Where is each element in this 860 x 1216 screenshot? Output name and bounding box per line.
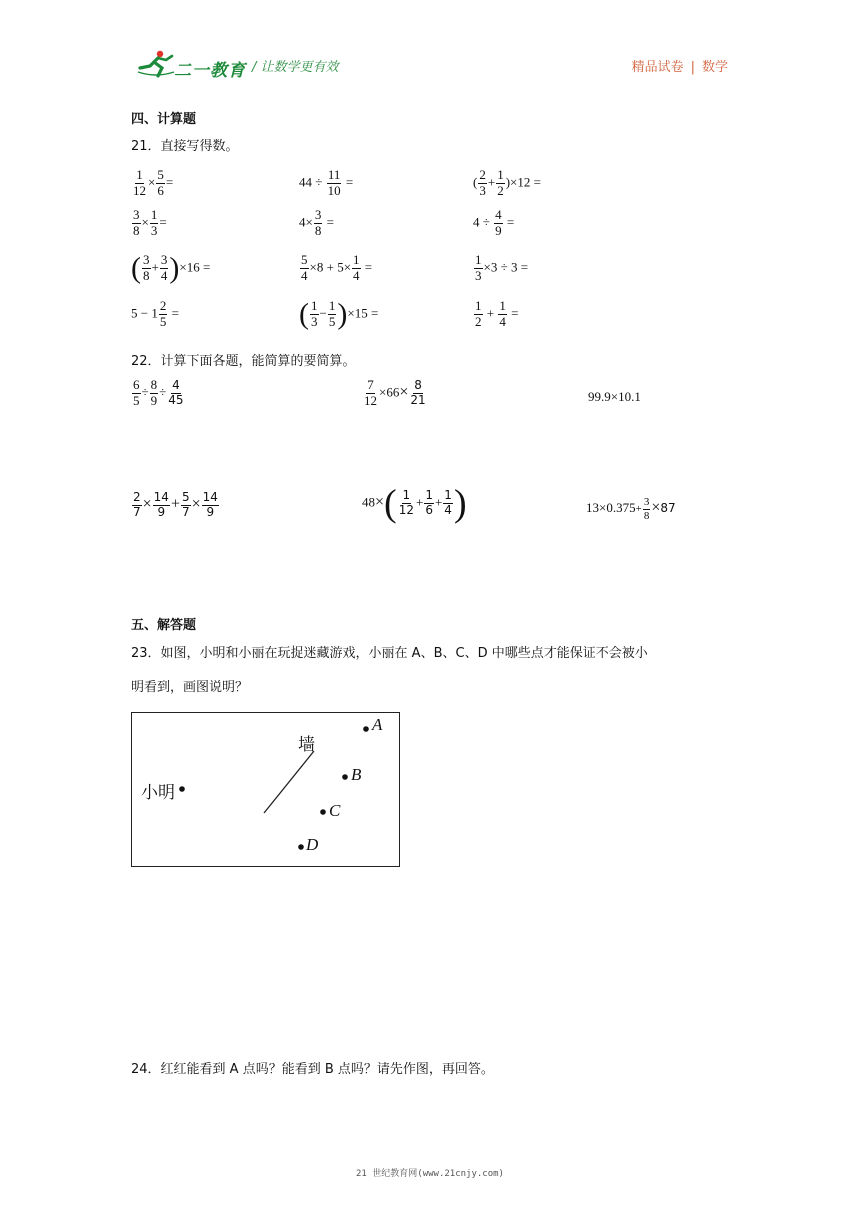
fraction: [132, 208, 141, 239]
number: 16: [186, 258, 200, 274]
number: 87: [660, 501, 676, 516]
numerator: 2: [133, 490, 141, 504]
point-c-label: C: [329, 801, 341, 820]
point-d-label: D: [306, 835, 319, 854]
numerator: 1: [328, 297, 336, 313]
number: 1: [151, 304, 158, 320]
denominator: 21: [410, 392, 426, 407]
op: ÷: [315, 173, 323, 189]
op: =: [165, 173, 174, 189]
wall-line: [264, 751, 314, 813]
section-title-calc: 四、计算题: [131, 112, 197, 127]
question-21-title: 21．直接写得数。: [131, 139, 239, 154]
denominator: 3: [475, 267, 482, 283]
runner-logo-icon: [136, 48, 176, 78]
brand-name: 二一教育: [174, 61, 246, 81]
xiaoming-dot: [179, 786, 185, 792]
numerator: 4: [495, 206, 502, 222]
question-23-line1: 23．如图，小明和小丽在玩捉迷藏游戏，小丽在 A、B、C、D 中哪些点才能保证不会被小: [131, 646, 648, 661]
op: ×: [379, 384, 387, 400]
op: =: [370, 304, 379, 320]
q21-item-10: [131, 299, 299, 330]
denominator: 3: [150, 222, 158, 238]
numerator: 1: [497, 166, 504, 182]
denominator: 9: [150, 392, 158, 408]
paren: (: [131, 251, 141, 284]
numerator: 14: [202, 490, 218, 504]
numerator: 3: [133, 206, 140, 222]
question-22-title: 22．计算下面各题，能简算的要简算。: [131, 354, 356, 369]
numerator: 5: [157, 166, 164, 182]
q21-item-8: [299, 253, 473, 284]
fraction: [352, 253, 361, 284]
hide-and-seek-figure: [131, 712, 400, 867]
op: =: [171, 304, 179, 320]
fraction: [327, 168, 342, 199]
denominator: 8: [143, 267, 150, 283]
op: =: [364, 258, 373, 274]
question-24-text: 24．红红能看到 A 点吗？能看到 B 点吗？请先作图，再回答。: [131, 1062, 494, 1077]
paren: ): [169, 251, 180, 284]
numerator: 2: [479, 166, 486, 182]
numerator: 3: [314, 206, 322, 222]
header-label-paper: 精品试卷: [631, 60, 684, 75]
number: 66: [386, 384, 400, 400]
fraction: [494, 208, 503, 239]
fraction: [167, 379, 184, 408]
page-footer: 21 世纪教育网(www.21cnjy.com): [356, 1169, 504, 1179]
denominator: 9: [157, 504, 166, 519]
q22-item-4: [131, 491, 220, 520]
numerator: 7: [367, 377, 374, 392]
denominator: 12: [364, 392, 377, 408]
header-label-subject: 数学: [701, 60, 728, 75]
paren: ): [337, 297, 348, 330]
op: =: [511, 304, 519, 320]
op: ×: [375, 493, 385, 511]
q21-row: [131, 201, 691, 245]
op: ×: [148, 173, 156, 189]
header-subject: [632, 56, 728, 75]
op: ×: [179, 258, 187, 274]
op: +: [486, 304, 495, 320]
denominator: 3: [479, 182, 486, 198]
denominator: 2: [475, 313, 482, 329]
q21-item-4: [131, 208, 299, 239]
op: ÷: [500, 258, 508, 274]
op: =: [506, 213, 515, 229]
denominator: 5: [133, 392, 140, 408]
q21-grid: [131, 165, 691, 337]
denominator: 12: [133, 182, 146, 198]
fraction: [142, 253, 151, 284]
numerator: 1: [499, 297, 506, 313]
point-b-label: B: [351, 765, 362, 784]
numerator: 1: [475, 251, 482, 267]
fraction: [474, 253, 483, 284]
fraction: [643, 496, 651, 522]
header: [0, 0, 860, 90]
fraction: [300, 253, 309, 284]
numerator: 6: [133, 377, 140, 392]
fraction: [150, 208, 159, 239]
fraction: [398, 489, 415, 518]
op: ×: [347, 304, 355, 320]
number: 5: [337, 258, 344, 274]
fraction: [310, 299, 319, 330]
numerator: 5: [181, 490, 190, 504]
number: 4: [473, 213, 480, 229]
point-a-dot: [363, 726, 369, 732]
numerator: 5: [301, 251, 308, 267]
q22-item-2: [362, 378, 428, 409]
numerator: 3: [643, 496, 650, 508]
fraction: [132, 168, 147, 199]
fraction: [202, 491, 219, 520]
denominator: 8: [314, 222, 322, 238]
fraction: [443, 489, 453, 518]
xiaoming-label: 小明: [141, 783, 175, 802]
number: 15: [354, 304, 368, 320]
op: ×: [142, 495, 152, 513]
expression-part: 13×0.375: [586, 500, 636, 516]
q21-item-11: [299, 299, 473, 330]
denominator: 4: [444, 502, 452, 517]
denominator: 9: [495, 222, 502, 238]
point-b-dot: [342, 774, 348, 780]
op: +: [635, 503, 642, 516]
denominator: 7: [133, 504, 141, 519]
fraction: [409, 379, 426, 408]
q21-item-2: [299, 168, 473, 199]
fraction: [156, 168, 165, 199]
denominator: 4: [160, 267, 168, 283]
numerator: 1: [402, 488, 411, 502]
op: +: [487, 173, 496, 189]
denominator: 4: [301, 267, 308, 283]
fraction: [181, 491, 191, 520]
denominator: 2: [497, 182, 504, 198]
paren: (: [299, 297, 309, 330]
fraction: [153, 491, 170, 520]
op: ×: [483, 258, 491, 274]
op: =: [159, 213, 167, 229]
numerator: 1: [136, 166, 143, 182]
fraction: [478, 168, 487, 199]
numerator: 1: [150, 206, 158, 222]
q22-item-6: [586, 496, 676, 522]
section-title-solve: 五、解答题: [131, 618, 197, 633]
denominator: 6: [157, 182, 164, 198]
op: ÷: [141, 384, 149, 400]
brand-slogan: / 让数学更有效: [252, 60, 339, 75]
fraction: [424, 489, 434, 518]
denominator: 4: [353, 267, 360, 283]
numerator: 1: [353, 251, 360, 267]
op: −: [319, 304, 327, 320]
paren: ): [453, 482, 467, 525]
numerator: 1: [311, 297, 318, 313]
op: =: [202, 258, 211, 274]
q21-item-9: [473, 253, 528, 284]
denominator: 7: [181, 504, 190, 519]
fraction: [132, 491, 142, 520]
fraction: [150, 378, 159, 409]
numerator: 8: [414, 378, 422, 393]
op: ÷: [482, 213, 490, 229]
op: +: [170, 495, 180, 513]
point-d-dot: [298, 844, 304, 850]
numerator: 11: [327, 166, 341, 182]
denominator: 12: [398, 502, 414, 517]
op: +: [326, 258, 334, 274]
wall-label: 墙: [298, 735, 315, 754]
number: 3: [510, 258, 518, 274]
q21-row: [131, 165, 691, 201]
fraction: [474, 299, 483, 330]
numerator: 1: [444, 488, 452, 502]
denominator: 45: [168, 392, 184, 407]
denominator: 9: [206, 504, 215, 519]
op: ×: [510, 173, 518, 189]
number: 4: [299, 213, 306, 229]
q21-item-6: [473, 208, 514, 239]
number: 12: [517, 173, 531, 189]
denominator: 6: [425, 502, 433, 517]
q21-item-12: [473, 299, 518, 330]
denominator: 10: [327, 182, 341, 198]
op: ×: [305, 213, 313, 229]
number: 5: [131, 304, 138, 320]
number: 3: [490, 258, 498, 274]
numerator: 1: [425, 488, 433, 502]
op: ×: [399, 383, 409, 401]
q22-item-3: 99.9×10.1: [588, 389, 641, 404]
op: =: [520, 258, 529, 274]
question-23-line2: 明看到，画图说明？: [131, 680, 249, 695]
op: +: [151, 258, 159, 274]
q21-item-3: [473, 168, 541, 199]
op: +: [434, 494, 443, 510]
op: =: [326, 213, 334, 229]
fraction: [498, 299, 507, 330]
denominator: 5: [159, 313, 167, 329]
denominator: 5: [328, 313, 336, 329]
op: ×: [191, 495, 201, 513]
op: =: [345, 173, 354, 189]
op: =: [533, 173, 541, 189]
fraction: [159, 299, 168, 330]
q22-item-1: [131, 378, 186, 409]
point-c-dot: [320, 809, 326, 815]
q21-item-1: [131, 168, 299, 199]
denominator: 8: [133, 222, 140, 238]
q21-item-5: [299, 208, 473, 239]
denominator: 8: [643, 509, 650, 522]
fraction: [496, 168, 505, 199]
numerator: 8: [150, 377, 158, 392]
q21-row: [131, 245, 691, 291]
paren: ): [505, 173, 511, 189]
numerator: 3: [160, 251, 168, 267]
op: ×: [309, 258, 317, 274]
number: 8: [316, 258, 324, 274]
paren: (: [384, 482, 397, 525]
denominator: 3: [311, 313, 318, 329]
numerator: 2: [159, 297, 167, 313]
fraction: [314, 208, 323, 239]
op: ×: [343, 258, 352, 274]
op: ÷: [159, 384, 167, 400]
op: +: [415, 494, 424, 510]
paren: (: [473, 173, 478, 189]
fraction: [132, 378, 141, 409]
q21-item-7: [131, 253, 299, 284]
numerator: 3: [143, 251, 150, 267]
op: ×: [141, 213, 149, 229]
denominator: 4: [499, 313, 506, 329]
fraction: [328, 299, 337, 330]
numerator: 1: [475, 297, 482, 313]
op: ×: [651, 499, 661, 517]
header-separator: |: [690, 60, 695, 75]
number: 48: [362, 494, 375, 510]
number: 44: [299, 173, 312, 189]
fraction: [160, 253, 169, 284]
fraction: [363, 378, 378, 409]
numerator: 4: [172, 378, 180, 393]
numerator: 14: [153, 490, 169, 504]
q21-row: [131, 291, 691, 337]
op: −: [140, 304, 149, 320]
q22-item-5: [362, 482, 467, 525]
point-a-label: A: [372, 715, 383, 734]
